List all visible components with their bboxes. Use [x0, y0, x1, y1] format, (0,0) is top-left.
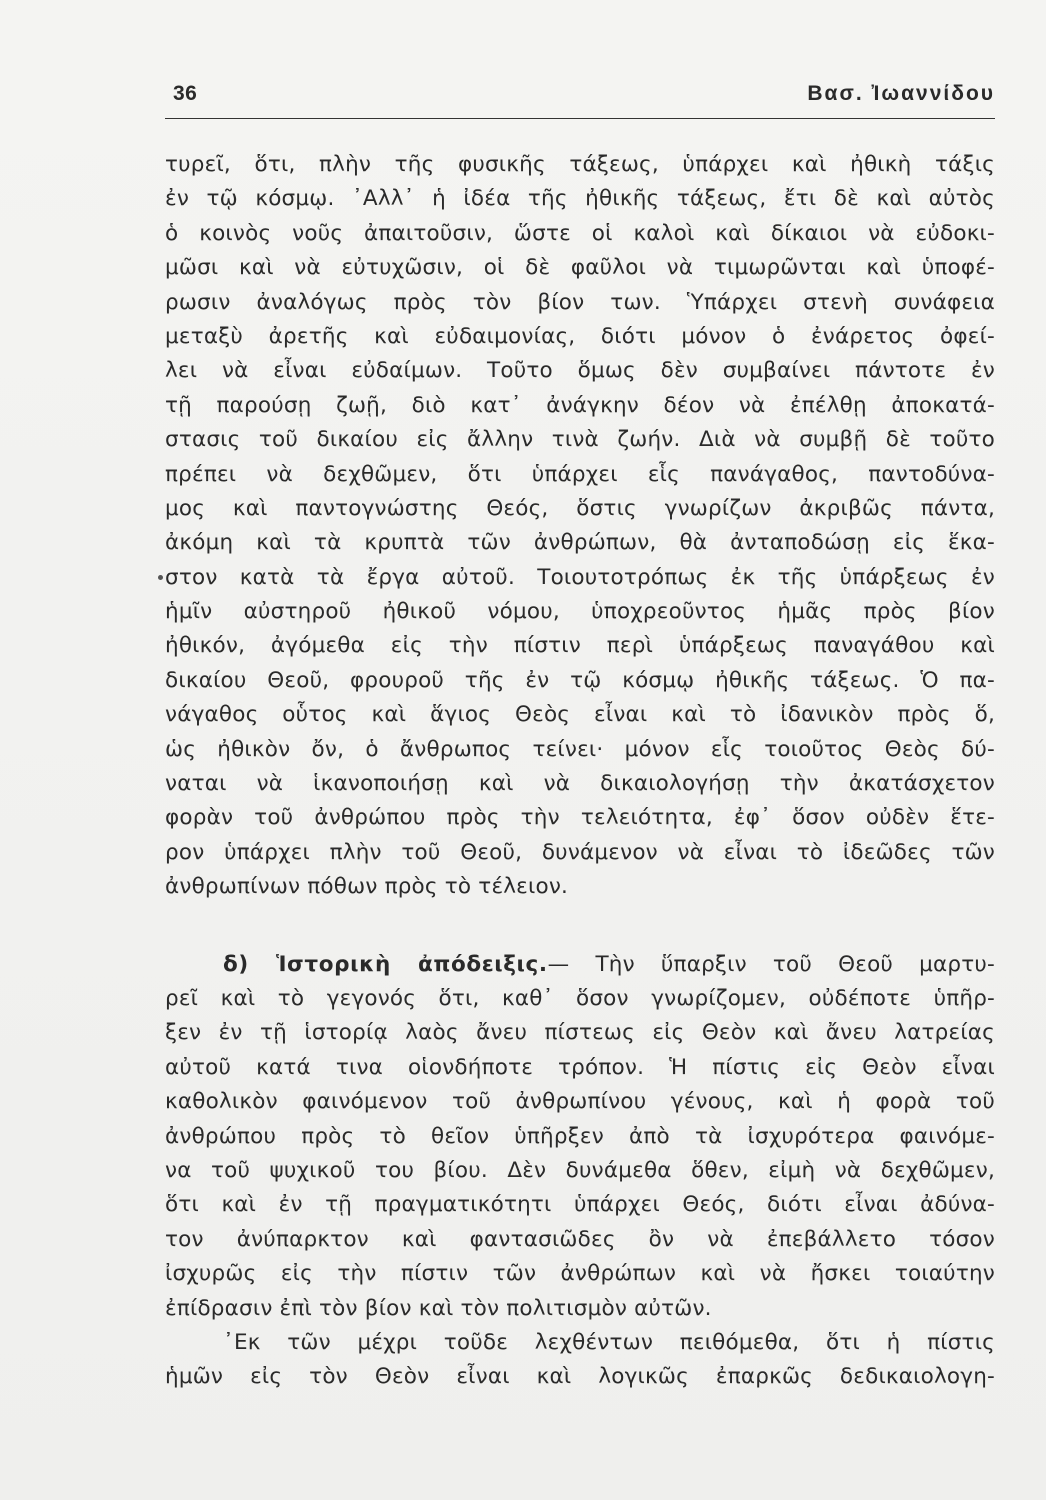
text-line: ἡμῶν εἰς τὸν Θεὸν εἶναι καὶ λογικῶς ἐπαρκῶς δεδικαιολογη-: [165, 1364, 995, 1390]
text-line: στον κατὰ τὰ ἔργα αὐτοῦ. Τοιουτοτρόπως ἐκ τῆς ὑπάρξεως ἐν: [165, 564, 995, 590]
text-line: ὁ κοινὸς νοῦς ἀπαιτοῦσιν, ὥστε οἱ καλοὶ καὶ δίκαιοι νὰ εὐδοκι-: [165, 220, 995, 246]
body-text: [165, 148, 995, 1395]
text-line: ρον ὑπάρχει πλὴν τοῦ Θεοῦ, δυνάμενον νὰ εἶναι τὸ ἰδεῶδες τῶν: [165, 839, 995, 865]
text-line: ὅτι καὶ ἐν τῇ πραγματικότητι ὑπάρχει Θεός, διότι εἶναι ἀδύνα-: [165, 1192, 995, 1218]
text-line: τῇ παρούσῃ ζωῇ, διὸ κατ᾽ ἀνάγκην δέον νὰ ἐπέλθῃ ἀποκατά-: [165, 392, 995, 418]
text-line: πρέπει νὰ δεχθῶμεν, ὅτι ὑπάρχει εἷς πανάγαθος, παντοδύνα-: [165, 461, 995, 487]
text-line: ἐν τῷ κόσμῳ. ᾽Αλλ᾽ ἡ ἰδέα τῆς ἠθικῆς τάξεως, ἔτι δὲ καὶ αὐτὸς: [165, 186, 995, 212]
text-line: τον ἀνύπαρκτον καὶ φαντασιῶδες ὂν νὰ ἐπεβάλλετο τόσον: [165, 1226, 995, 1252]
text-line: αὐτοῦ κατά τινα οἱονδήποτε τρόπον. Ἡ πίστις εἰς Θεὸν εἶναι: [165, 1054, 995, 1080]
text-line: να τοῦ ψυχικοῦ του βίου. Δὲν δυνάμεθα ὅθεν, εἰμὴ νὰ δεχθῶμεν,: [165, 1157, 995, 1183]
text-line: μος καὶ παντογνώστης Θεός, ὅστις γνωρίζων ἀκριβῶς πάντα,: [165, 495, 995, 521]
text-line: φορὰν τοῦ ἀνθρώπου πρὸς τὴν τελειότητα, ἐφ᾽ ὅσον οὐδὲν ἕτε-: [165, 805, 995, 831]
page-number: 36: [173, 82, 198, 105]
running-head: Βασ. Ἰωαννίδου: [807, 82, 995, 105]
section-historical-proof: [165, 948, 995, 1326]
text-line: ἀκόμη καὶ τὰ κρυπτὰ τῶν ἀνθρώπων, θὰ ἀνταποδώσῃ εἰς ἕκα-: [165, 530, 995, 556]
section-gap: [165, 905, 995, 948]
text-line: μῶσι καὶ νὰ εὐτυχῶσιν, οἱ δὲ φαῦλοι νὰ τιμωρῶνται καὶ ὑποφέ-: [165, 255, 995, 281]
page-header: [165, 82, 995, 118]
text-line: νάγαθος οὗτος καὶ ἅγιος Θεὸς εἶναι καὶ τὸ ἰδανικὸν πρὸς ὅ,: [165, 702, 995, 728]
text-line: λει νὰ εἶναι εὐδαίμων. Τοῦτο ὅμως δὲν συμβαίνει πάντοτε ἐν: [165, 358, 995, 384]
text-line: ᾽Εκ τῶν μέχρι τοῦδε λεχθέντων πειθόμεθα, ὅτι ἡ πίστις: [223, 1329, 995, 1355]
text-line: ξεν ἐν τῇ ἱστορίᾳ λαὸς ἄνευ πίστεως εἰς Θεὸν καὶ ἄνευ λατρείας: [165, 1020, 995, 1046]
text-line: ἡμῖν αὐστηροῦ ἠθικοῦ νόμου, ὑποχρεοῦντος ἡμᾶς πρὸς βίον: [165, 599, 995, 625]
text-line: ἠθικόν, ἀγόμεθα εἰς τὴν πίστιν περὶ ὑπάρξεως παναγάθου καὶ: [165, 633, 995, 659]
section-first-line: [165, 948, 995, 982]
text-line: ἀνθρώπου πρὸς τὸ θεῖον ὑπῆρξεν ἀπὸ τὰ ἰσχυρότερα φαινόμε-: [165, 1123, 995, 1149]
text-line: ἀνθρωπίνων πόθων πρὸς τὸ τέλειον.: [165, 874, 569, 900]
text-line: δικαίου Θεοῦ, φρουροῦ τῆς ἐν τῷ κόσμῳ ἠθικῆς τάξεως. Ὁ πα-: [165, 667, 995, 693]
header-rule: [165, 118, 995, 119]
text-line: καθολικὸν φαινόμενον τοῦ ἀνθρωπίνου γένους, καὶ ἡ φορὰ τοῦ: [165, 1089, 995, 1115]
section-heading: δ) Ἱστορικὴ ἀπόδειξις.: [223, 951, 548, 977]
text-line: ναται νὰ ἱκανοποιήσῃ καὶ νὰ δικαιολογήσῃ τὴν ἀκατάσχετον: [165, 771, 995, 797]
section-heading-tail: — Τὴν ὕπαρξιν τοῦ Θεοῦ μαρτυ-: [547, 951, 995, 977]
text-line: ἰσχυρῶς εἰς τὴν πίστιν τῶν ἀνθρώπων καὶ νὰ ἤσκει τοιαύτην: [165, 1261, 995, 1287]
text-line: ἐπίδρασιν ἐπὶ τὸν βίον καὶ τὸν πολιτισμὸν αὐτῶν.: [165, 1295, 712, 1321]
paragraph: [165, 1326, 995, 1395]
text-line: ὡς ἠθικὸν ὄν, ὁ ἄνθρωπος τείνει· μόνον εἷς τοιοῦτος Θεὸς δύ-: [165, 736, 995, 762]
text-line: ρωσιν ἀναλόγως πρὸς τὸν βίον των. Ὑπάρχει στενὴ συνάφεια: [165, 289, 995, 315]
text-line: μεταξὺ ἀρετῆς καὶ εὐδαιμονίας, διότι μόνον ὁ ἐνάρετος ὀφεί-: [165, 323, 995, 349]
margin-speck: [158, 575, 163, 580]
text-line: ρεῖ καὶ τὸ γεγονός ὅτι, καθ᾽ ὅσον γνωρίζομεν, οὐδέποτε ὑπῆρ-: [165, 985, 995, 1011]
text-line: στασις τοῦ δικαίου εἰς ἄλλην τινὰ ζωήν. Διὰ νὰ συμβῇ δὲ τοῦτο: [165, 427, 995, 453]
paragraph: [165, 148, 995, 905]
text-line: τυρεῖ, ὅτι, πλὴν τῆς φυσικῆς τάξεως, ὑπάρχει καὶ ἠθικὴ τάξις: [165, 152, 995, 177]
